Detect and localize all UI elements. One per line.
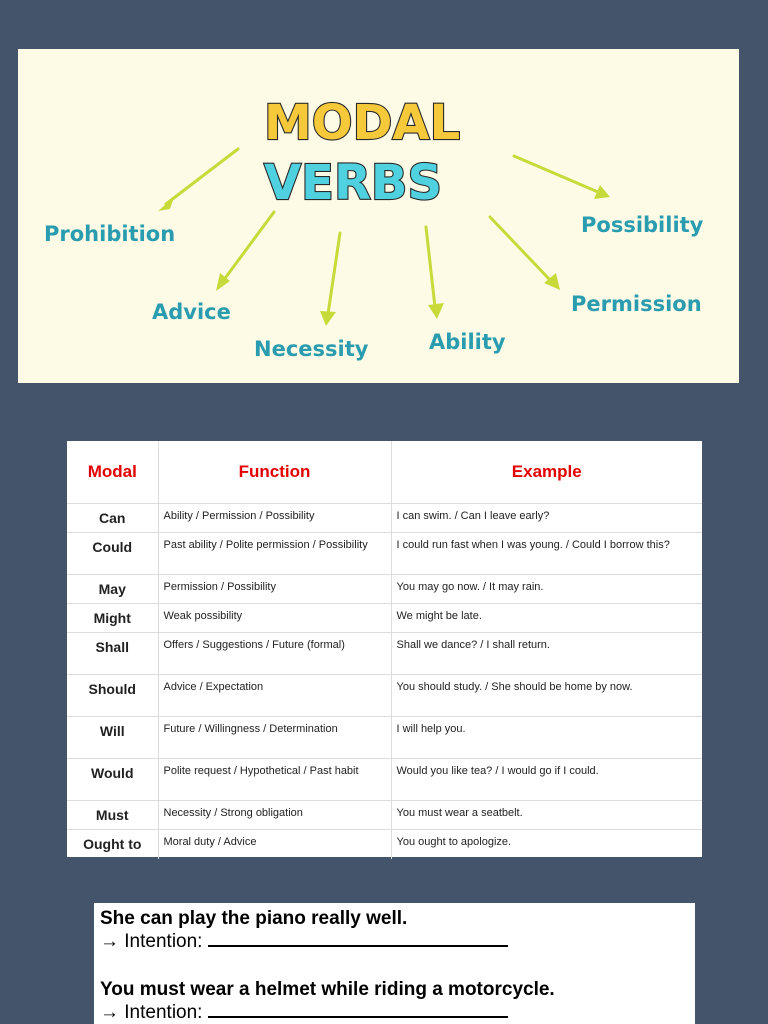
exercise-sentence-2: You must wear a helmet while riding a motorcycle.: [100, 979, 555, 1000]
title-line-modal: MODAL: [264, 95, 461, 151]
cell-modal: Would: [67, 759, 158, 801]
exercise-sentence-1: She can play the piano really well.: [100, 908, 408, 929]
cell-example: You may go now. / It may rain.: [391, 575, 702, 604]
cell-example: Shall we dance? / I shall return.: [391, 633, 702, 675]
cell-example: I will help you.: [391, 717, 702, 759]
table-row: [67, 633, 702, 675]
table-row: [67, 675, 702, 717]
table-row: [67, 759, 702, 801]
label-permission: Permission: [571, 292, 702, 316]
cell-modal: May: [67, 575, 158, 604]
table-header-row: [67, 441, 702, 504]
arrowhead-ability: [428, 303, 444, 319]
intention-prompt-2: → Intention:: [100, 1002, 203, 1023]
modal-verbs-table: [67, 441, 702, 859]
table-row: [67, 533, 702, 575]
table-row: [67, 717, 702, 759]
exercise-card: [94, 903, 695, 1024]
table-row: [67, 504, 702, 533]
cell-modal: Must: [67, 801, 158, 830]
cell-example: You should study. / She should be home by now.: [391, 675, 702, 717]
cell-example: You must wear a seatbelt.: [391, 801, 702, 830]
arrow-possibility: [514, 156, 598, 192]
cell-modal: Should: [67, 675, 158, 717]
table-row: [67, 801, 702, 830]
modal-verbs-banner: [18, 49, 739, 383]
cell-modal: Ought to: [67, 830, 158, 859]
table-row: [67, 604, 702, 633]
answer-blank-1[interactable]: [208, 931, 508, 947]
cell-function: Future / Willingness / Determination: [158, 717, 391, 759]
cell-function: Past ability / Polite permission / Possibility: [158, 533, 391, 575]
arrow-necessity: [328, 233, 340, 314]
cell-function: Weak possibility: [158, 604, 391, 633]
exercise-intention-2: [100, 1001, 695, 1024]
cell-function: Offers / Suggestions / Future (formal): [158, 633, 391, 675]
cell-modal: Shall: [67, 633, 158, 675]
arrow-prohibition: [166, 149, 238, 204]
table-row: [67, 575, 702, 604]
label-possibility: Possibility: [581, 213, 704, 237]
header-example: Example: [391, 441, 702, 504]
header-function: Function: [158, 441, 391, 504]
cell-modal: Might: [67, 604, 158, 633]
cell-modal: Can: [67, 504, 158, 533]
label-necessity: Necessity: [254, 337, 369, 361]
exercise-intention-1: [100, 930, 695, 953]
cell-example: We might be late.: [391, 604, 702, 633]
arrow-ability: [426, 227, 435, 307]
arrow-advice: [223, 212, 274, 281]
cell-example: Would you like tea? / I would go if I could.: [391, 759, 702, 801]
spacer: [100, 953, 695, 978]
cell-example: I could run fast when I was young. / Could I borrow this?: [391, 533, 702, 575]
arrowhead-prohibition: [158, 197, 174, 211]
cell-function: Polite request / Hypothetical / Past habit: [158, 759, 391, 801]
label-ability: Ability: [429, 330, 506, 354]
arrow-permission: [490, 217, 551, 281]
answer-blank-2[interactable]: [208, 1002, 508, 1018]
cell-function: Ability / Permission / Possibility: [158, 504, 391, 533]
cell-example: You ought to apologize.: [396, 836, 512, 848]
cell-function: Moral duty / Advice: [158, 830, 391, 859]
modal-verbs-table-card: [67, 441, 702, 857]
table-row: [67, 830, 702, 859]
arrowhead-necessity: [320, 311, 336, 326]
banner-graphic: [18, 49, 739, 383]
cell-function: Permission / Possibility: [158, 575, 391, 604]
header-modal: Modal: [67, 441, 158, 504]
cell-example: I can swim. / Can I leave early?: [391, 504, 702, 533]
title-line-verbs: VERBS: [264, 155, 443, 211]
intention-prompt-1: → Intention:: [100, 931, 203, 952]
label-prohibition: Prohibition: [44, 222, 176, 246]
cell-function: Necessity / Strong obligation: [158, 801, 391, 830]
cell-modal: Will: [67, 717, 158, 759]
cell-function: Advice / Expectation: [158, 675, 391, 717]
label-advice: Advice: [152, 300, 231, 324]
cell-modal: Could: [67, 533, 158, 575]
